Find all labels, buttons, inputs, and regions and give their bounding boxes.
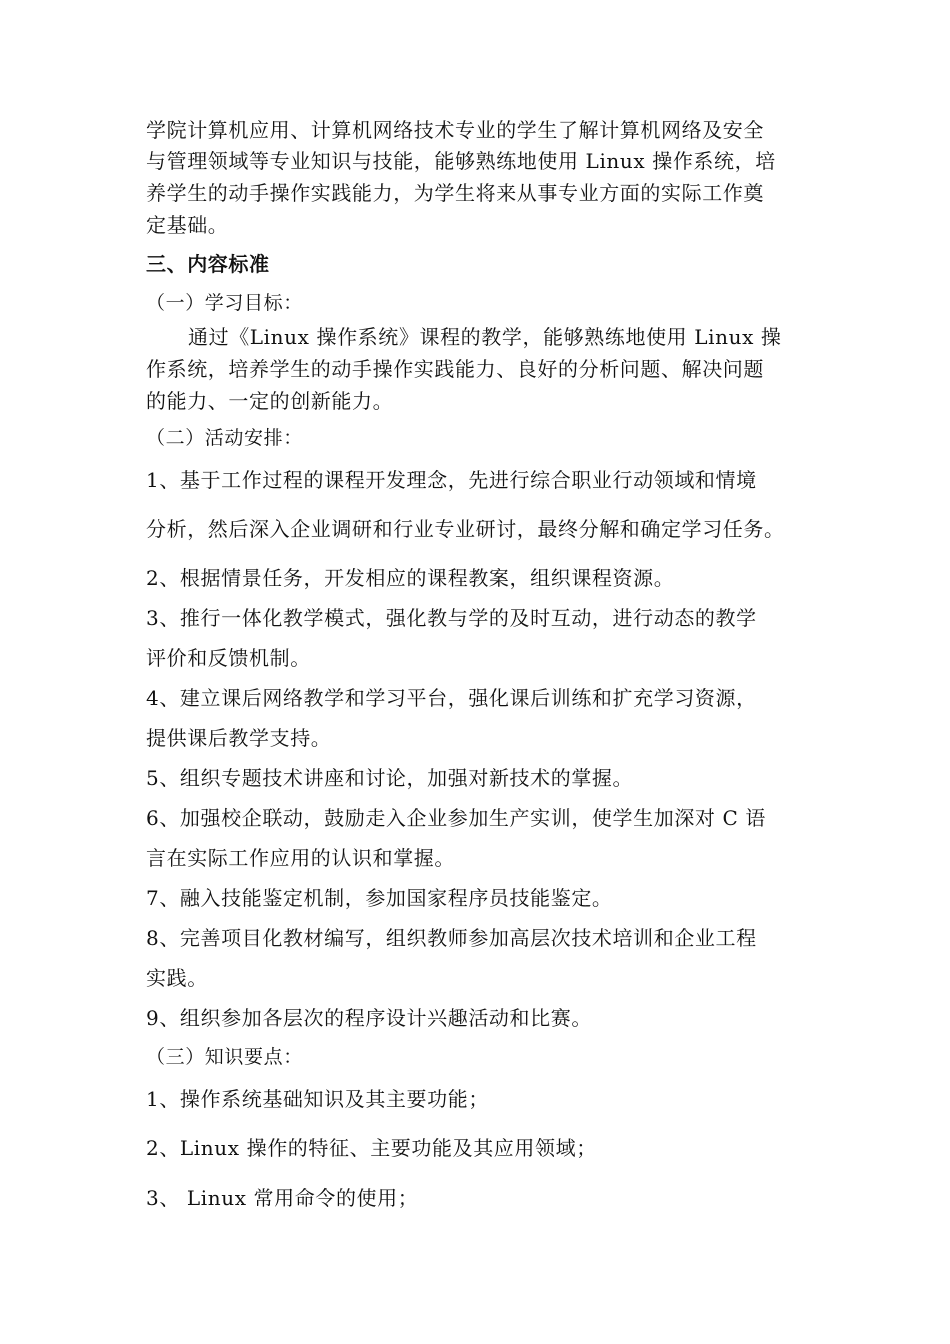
activity-line: 9、组织参加各层次的程序设计兴趣活动和比赛。 (146, 1006, 592, 1030)
intro-line: 定基础。 (146, 213, 229, 237)
activity-line: 言在实际工作应用的认识和掌握。 (146, 846, 455, 870)
activity-line: 评价和反馈机制。 (146, 646, 311, 670)
learning-goals-line: 作系统，培养学生的动手操作实践能力、良好的分析问题、解决问题 (146, 357, 764, 381)
activity-line: 6、加强校企联动，鼓励走入企业参加生产实训，使学生加深对 C 语 (146, 806, 766, 830)
learning-goals-line: 通过《Linux 操作系统》课程的教学，能够熟练地使用 Linux 操 (188, 325, 782, 349)
section-heading: 三、内容标准 (146, 252, 270, 276)
activity-line: 3、推行一体化教学模式，强化教与学的及时互动，进行动态的教学 (146, 606, 757, 630)
subheading-learning-goals: （一）学习目标： (146, 292, 303, 314)
intro-line: 养学生的动手操作实践能力，为学生将来从事专业方面的实际工作奠 (146, 181, 764, 205)
activity-line: 实践。 (146, 966, 208, 990)
activity-line: 分析，然后深入企业调研和行业专业研讨，最终分解和确定学习任务。 (146, 517, 785, 541)
activity-line: 8、完善项目化教材编写，组织教师参加高层次技术培训和企业工程 (146, 926, 757, 950)
activity-line: 提供课后教学支持。 (146, 726, 332, 750)
activity-line: 1、基于工作过程的课程开发理念，先进行综合职业行动领域和情境 (146, 468, 757, 492)
learning-goals-line: 的能力、一定的创新能力。 (146, 389, 394, 413)
intro-line: 与管理领域等专业知识与技能，能够熟练地使用 Linux 操作系统，培 (146, 149, 776, 173)
knowledge-point-line: 1、操作系统基础知识及其主要功能； (146, 1087, 489, 1111)
knowledge-point-line: 3、 Linux 常用命令的使用； (146, 1186, 419, 1210)
activity-line: 2、根据情景任务，开发相应的课程教案，组织课程资源。 (146, 566, 675, 590)
activity-line: 4、建立课后网络教学和学习平台，强化课后训练和扩充学习资源， (146, 686, 757, 710)
activity-line: 7、融入技能鉴定机制，参加国家程序员技能鉴定。 (146, 886, 613, 910)
subheading-activities: （二）活动安排： (146, 427, 303, 449)
subheading-knowledge-points: （三）知识要点： (146, 1046, 303, 1068)
intro-line: 学院计算机应用、计算机网络技术专业的学生了解计算机网络及安全 (146, 118, 764, 142)
knowledge-point-line: 2、Linux 操作的特征、主要功能及其应用领域； (146, 1136, 597, 1160)
activity-line: 5、组织专题技术讲座和讨论，加强对新技术的掌握。 (146, 766, 634, 790)
